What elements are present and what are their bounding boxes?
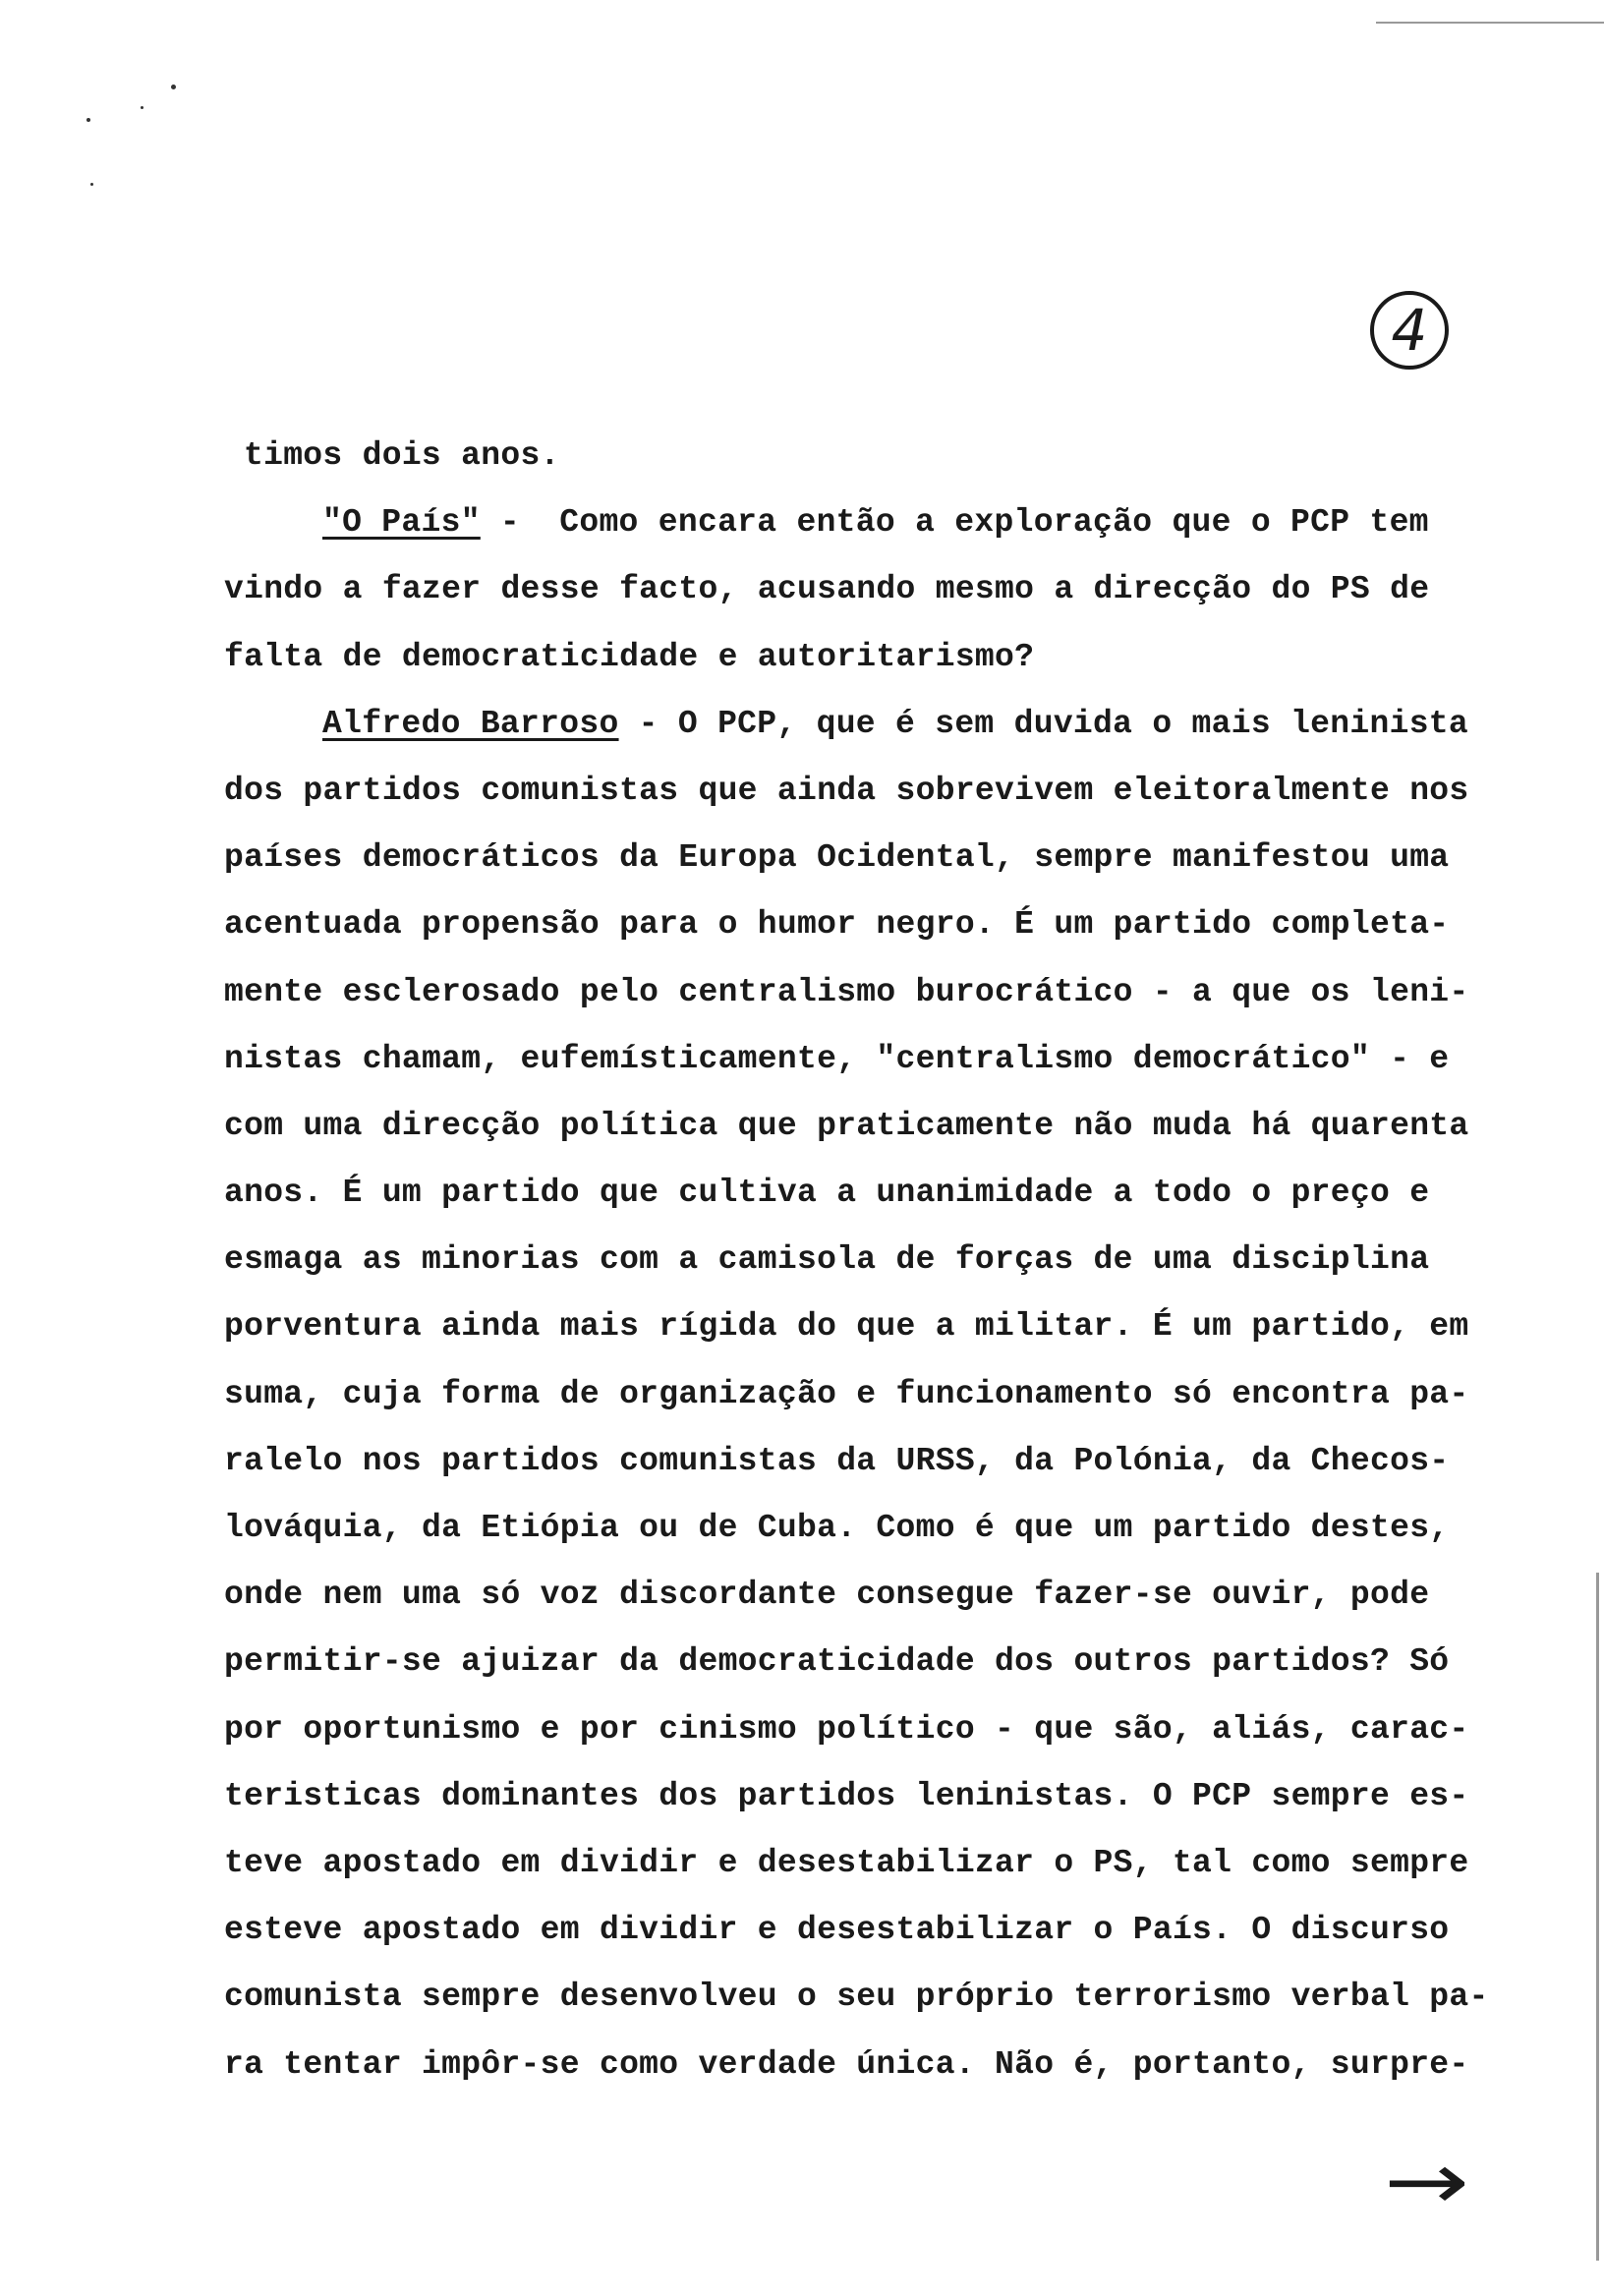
text-line: comunista sempre desenvolveu o seu próprio terrorismo verbal pa- xyxy=(224,1979,1489,2016)
question-paragraph-start xyxy=(224,489,1521,556)
text-line: vindo a fazer desse facto, acusando mesmo a direcção do PS de xyxy=(224,571,1430,608)
scan-edge-mark xyxy=(1596,1573,1599,2261)
text-line: falta de democraticidade e autoritarismo? xyxy=(224,638,1035,675)
text-line: porventura ainda mais rígida do que a militar. É um partido, em xyxy=(224,1308,1469,1346)
text-line: - Como encara então a exploração que o PCP tem xyxy=(480,504,1429,542)
text-line: - O PCP, que é sem duvida o mais leninista xyxy=(618,705,1469,742)
text-line: esmaga as minorias com a camisola de forças de uma disciplina xyxy=(224,1241,1430,1279)
text-line: por oportunismo e por cinismo político - que são, aliás, carac- xyxy=(224,1710,1469,1748)
interviewee-name: Alfredo Barroso xyxy=(322,705,619,742)
scan-edge-mark xyxy=(1376,22,1604,24)
text-line: mente esclerosado pelo centralismo burocrático - a que os leni- xyxy=(224,973,1469,1010)
page-number xyxy=(1370,291,1449,370)
text-line: esteve apostado em dividir e desestabilizar o País. O discurso xyxy=(224,1912,1450,1949)
scan-speck xyxy=(90,183,93,186)
continue-arrow-icon: → xyxy=(1383,2136,1470,2227)
text-line: com uma direcção política que praticamente não muda há quarenta xyxy=(224,1107,1469,1144)
text-line: nistas chamam, eufemísticamente, "centralismo democrático" - e xyxy=(224,1040,1450,1077)
page-number-label: 4 xyxy=(1391,297,1428,364)
text-line: ra tentar impôr-se como verdade única. Não é, portanto, surpre- xyxy=(224,2045,1469,2083)
text-line: ralelo nos partidos comunistas da URSS, da Polónia, da Checos- xyxy=(224,1442,1450,1479)
interviewer-name: "O País" xyxy=(322,504,481,542)
text-line: teve apostado em dividir e desestabilizar o PS, tal como sempre xyxy=(224,1844,1469,1881)
text-line: timos dois anos. xyxy=(244,437,560,474)
text-line: permitir-se ajuizar da democraticidade dos outros partidos? Só xyxy=(224,1643,1450,1681)
text-line: lováquia, da Etiópia ou de Cuba. Como é que um partido destes, xyxy=(224,1510,1450,1546)
text-line: anos. É um partido que cultiva a unanimidade a todo o preço e xyxy=(224,1175,1430,1212)
text-line: acentuada propensão para o humor negro. É um partido completa- xyxy=(224,906,1450,944)
text-line: países democráticos da Europa Ocidental, sempre manifestou uma xyxy=(224,839,1450,877)
answer-paragraph-start xyxy=(224,691,1521,758)
scan-speck xyxy=(141,106,143,109)
scan-speck xyxy=(86,118,90,122)
scan-speck xyxy=(171,85,176,89)
text-line: teristicas dominantes dos partidos leninistas. O PCP sempre es- xyxy=(224,1777,1469,1814)
text-line: onde nem uma só voz discordante consegue fazer-se ouvir, pode xyxy=(224,1577,1430,1614)
text-line: suma, cuja forma de organização e funcionamento só encontra pa- xyxy=(224,1375,1469,1412)
text-line: dos partidos comunistas que ainda sobrevivem eleitoralmente nos xyxy=(224,772,1469,809)
interview-text xyxy=(224,423,1521,2098)
